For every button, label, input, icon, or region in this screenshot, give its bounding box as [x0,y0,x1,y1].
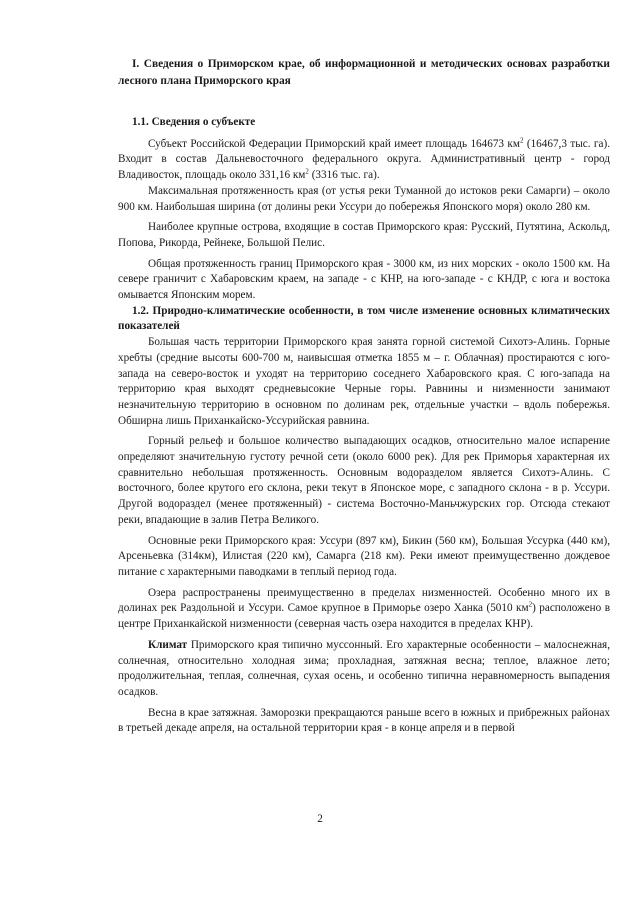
climate-lead-word: Климат [148,638,188,651]
paragraph-islands: Наиболее крупные острова, входящие в состав Приморского края: Русский, Путятина, Аскольд, Попова, Рикорда, Рейнеке, Большой Пелис. [118,221,610,249]
subsection-heading-2: 1.2. Природно-климатические особенности, в том числе изменение основных климатических показателей [118,304,610,333]
paragraph-lakes: Озера распространены преимущественно в пределах низменностей. Особенно много их в долинах рек Раздольной и Уссури. Самое крупное в Приморье озеро Ханка (5010 $км^2$) расположено в центре Приханкайской низменности (северная часть озера находится в пределах КНР). [118,586,610,631]
document-page [118,56,610,737]
paragraph-spring: Весна в крае затяжная. Заморозки прекращаются раньше всего в южных и прибрежных районах в третьей декаде апреля, на остальной территории края - в конце апреля и в первой [118,706,610,735]
subsection-heading-1: 1.1. Сведения о субъекте [132,116,256,128]
paragraph-rivers-network: Горный рельеф и большое количество выпадающих осадков, относительно малое испарение определяют значительную густоту речной сети (около 6000 рек). Для рек Приморья характерная их сравнительно небольшая протяженность. Основным водоразделом является Сихотэ-Алинь. С восточного, более крутого его склона, реки текут в Японское море, с западного склона - в р. Уссури. Другой водораздел (менее протяженный) - система Восточно-Маньчжурских гор. Отсюда стекают реки, впадающие в залив Петра Великого. [118,435,610,526]
paragraph-borders: Общая протяженность границ Приморского края - 3000 км, из них морских - около 1500 км. На севере граничит с Хабаровским краем, на западе - с КНР, на юго-западе - с КНДР, с юга и востока омывается Японским морем. [118,257,610,302]
paragraph-main-rivers: Основные реки Приморского края: Уссури (897 км), Бикин (560 км), Большая Уссурка (440 км), Арсеньевка (314км), Илистая (220 км), Самарга (218 км). Реки имеют преимущественно дождевое питание с характерными паводками в теплый период года. [118,534,610,578]
paragraph-extent: Максимальная протяженность края (от устья реки Туманной до истоков реки Самарги) – около 900 км. Наибольшая ширина (от долины реки Уссури до побережья Японского моря) около 280 км. [118,184,610,213]
section-title: I. Сведения о Приморском крае, об информационной и методических основах разработки лесного плана Приморского края [118,58,610,87]
paragraph-climate: Климат Приморского края типично муссонный. Его характерные особенности – малоснежная, солнечная, относительно холодная зима; прохладная, затяжная весна; теплое, влажное лето; продолжительная, теплая, солнечная, сухая осень, и особенно типична неравномерность выпадения осадков. [118,638,610,698]
paragraph-relief: Большая часть территории Приморского края занята горной системой Сихотэ-Алинь. Горные хребты (средние высоты 600-700 м, наивысшая отметка 1855 м – г. Облачная) простираются с юго-запада на северо-восток и уходят на территорию соседнего Хабаровского края. С юго-запада на территорию края выходят средневысокие Черные горы. Равнины и низменности занимают незначительную территорию в основном по долинам рек, отдельные участки – вдоль побережья. Обширна лишь Приханкайско-Уссурийская равнина. [118,336,610,427]
page-number: 2 [317,813,323,825]
paragraph-area: Субъект Российской Федерации Приморский край имеет площадь 164673 $км^2$ (16467,3 тыс. га). Входит в состав Дальневосточного федерального округа. Административный центр - город Владивосток, площадь около 331,16 $км^2$ (3316 тыс. га). [118,135,610,182]
